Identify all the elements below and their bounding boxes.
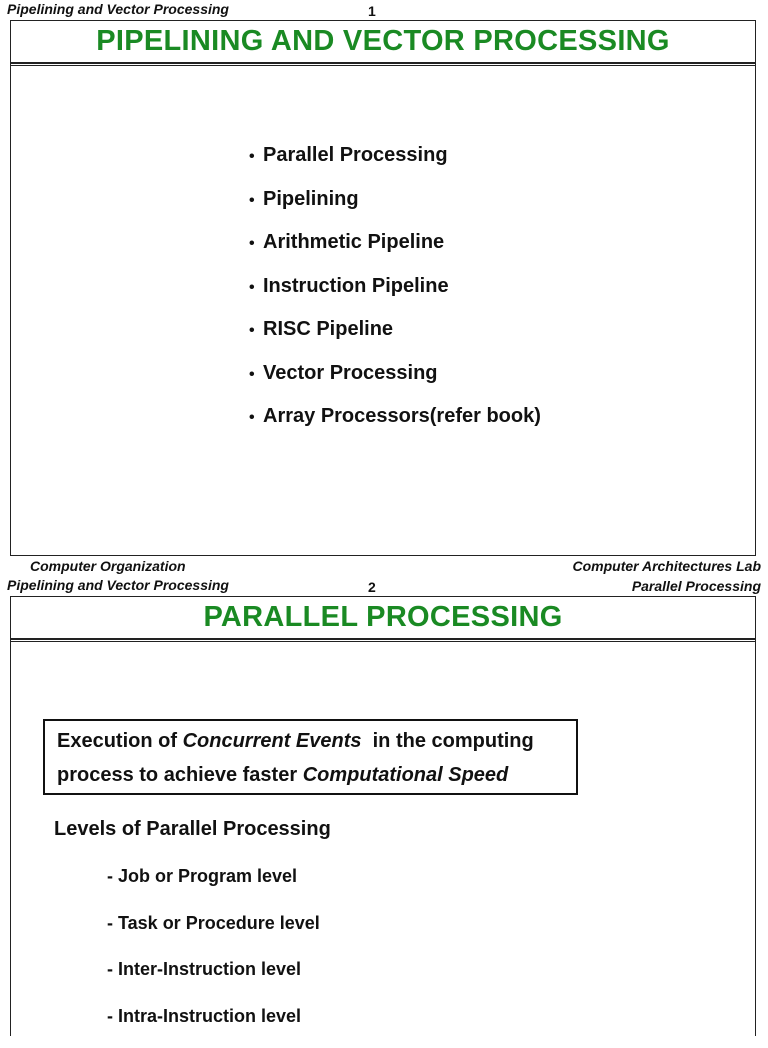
page1-page-number: 1 [368,3,376,19]
bullet-dot-icon: • [249,273,263,303]
levels-heading: Levels of Parallel Processing [54,818,331,841]
bullet-text: Pipelining [263,188,359,210]
list-item [249,358,541,402]
page1-footer-right: Computer Architectures Lab [572,558,761,574]
list-item [249,401,541,445]
page2-page-number: 2 [368,579,376,595]
list-item: - Inter-Instruction level [107,955,320,1002]
slide2-title: PARALLEL PROCESSING [11,601,755,634]
bullet-dot-icon: • [249,186,263,216]
list-item: - Task or Procedure level [107,909,320,956]
bullet-text: RISC Pipeline [263,318,393,340]
page1-footer-left: Computer Organization [30,558,186,574]
definition-text: process to achieve faster [57,764,303,786]
slide2-title-rule [11,638,755,642]
slide1-title: PIPELINING AND VECTOR PROCESSING [11,25,755,58]
bullet-dot-icon: • [249,142,263,172]
slide1 [10,20,756,556]
list-item [249,140,541,184]
page2-header-right: Parallel Processing [632,578,761,594]
bullet-dot-icon: • [249,360,263,390]
bullet-text: Instruction Pipeline [263,275,449,297]
bullet-text: Parallel Processing [263,144,448,166]
list-item [249,227,541,271]
list-item [249,184,541,228]
bullet-dot-icon: • [249,316,263,346]
definition-line-1 [57,724,576,758]
page1-header-left: Pipelining and Vector Processing [7,1,229,17]
bullet-text: Arithmetic Pipeline [263,231,444,253]
levels-list [107,862,320,1048]
page2-header-left: Pipelining and Vector Processing [7,577,229,593]
bullet-dot-icon: • [249,229,263,259]
bullet-text: Vector Processing [263,362,438,384]
definition-line-2 [57,758,576,792]
list-item [249,314,541,358]
bullet-dot-icon: • [249,403,263,433]
list-item: - Intra-Instruction level [107,1002,320,1048]
definition-text: Execution of [57,730,183,752]
list-item [249,271,541,315]
definition-box [43,719,578,795]
slide1-bullet-list [249,140,541,445]
definition-text: in the computing [362,730,534,752]
definition-emphasis: Computational Speed [303,764,509,786]
slide1-title-rule [11,62,755,66]
definition-emphasis: Concurrent Events [183,730,362,752]
list-item: - Job or Program level [107,862,320,909]
bullet-text: Array Processors(refer book) [263,405,541,427]
